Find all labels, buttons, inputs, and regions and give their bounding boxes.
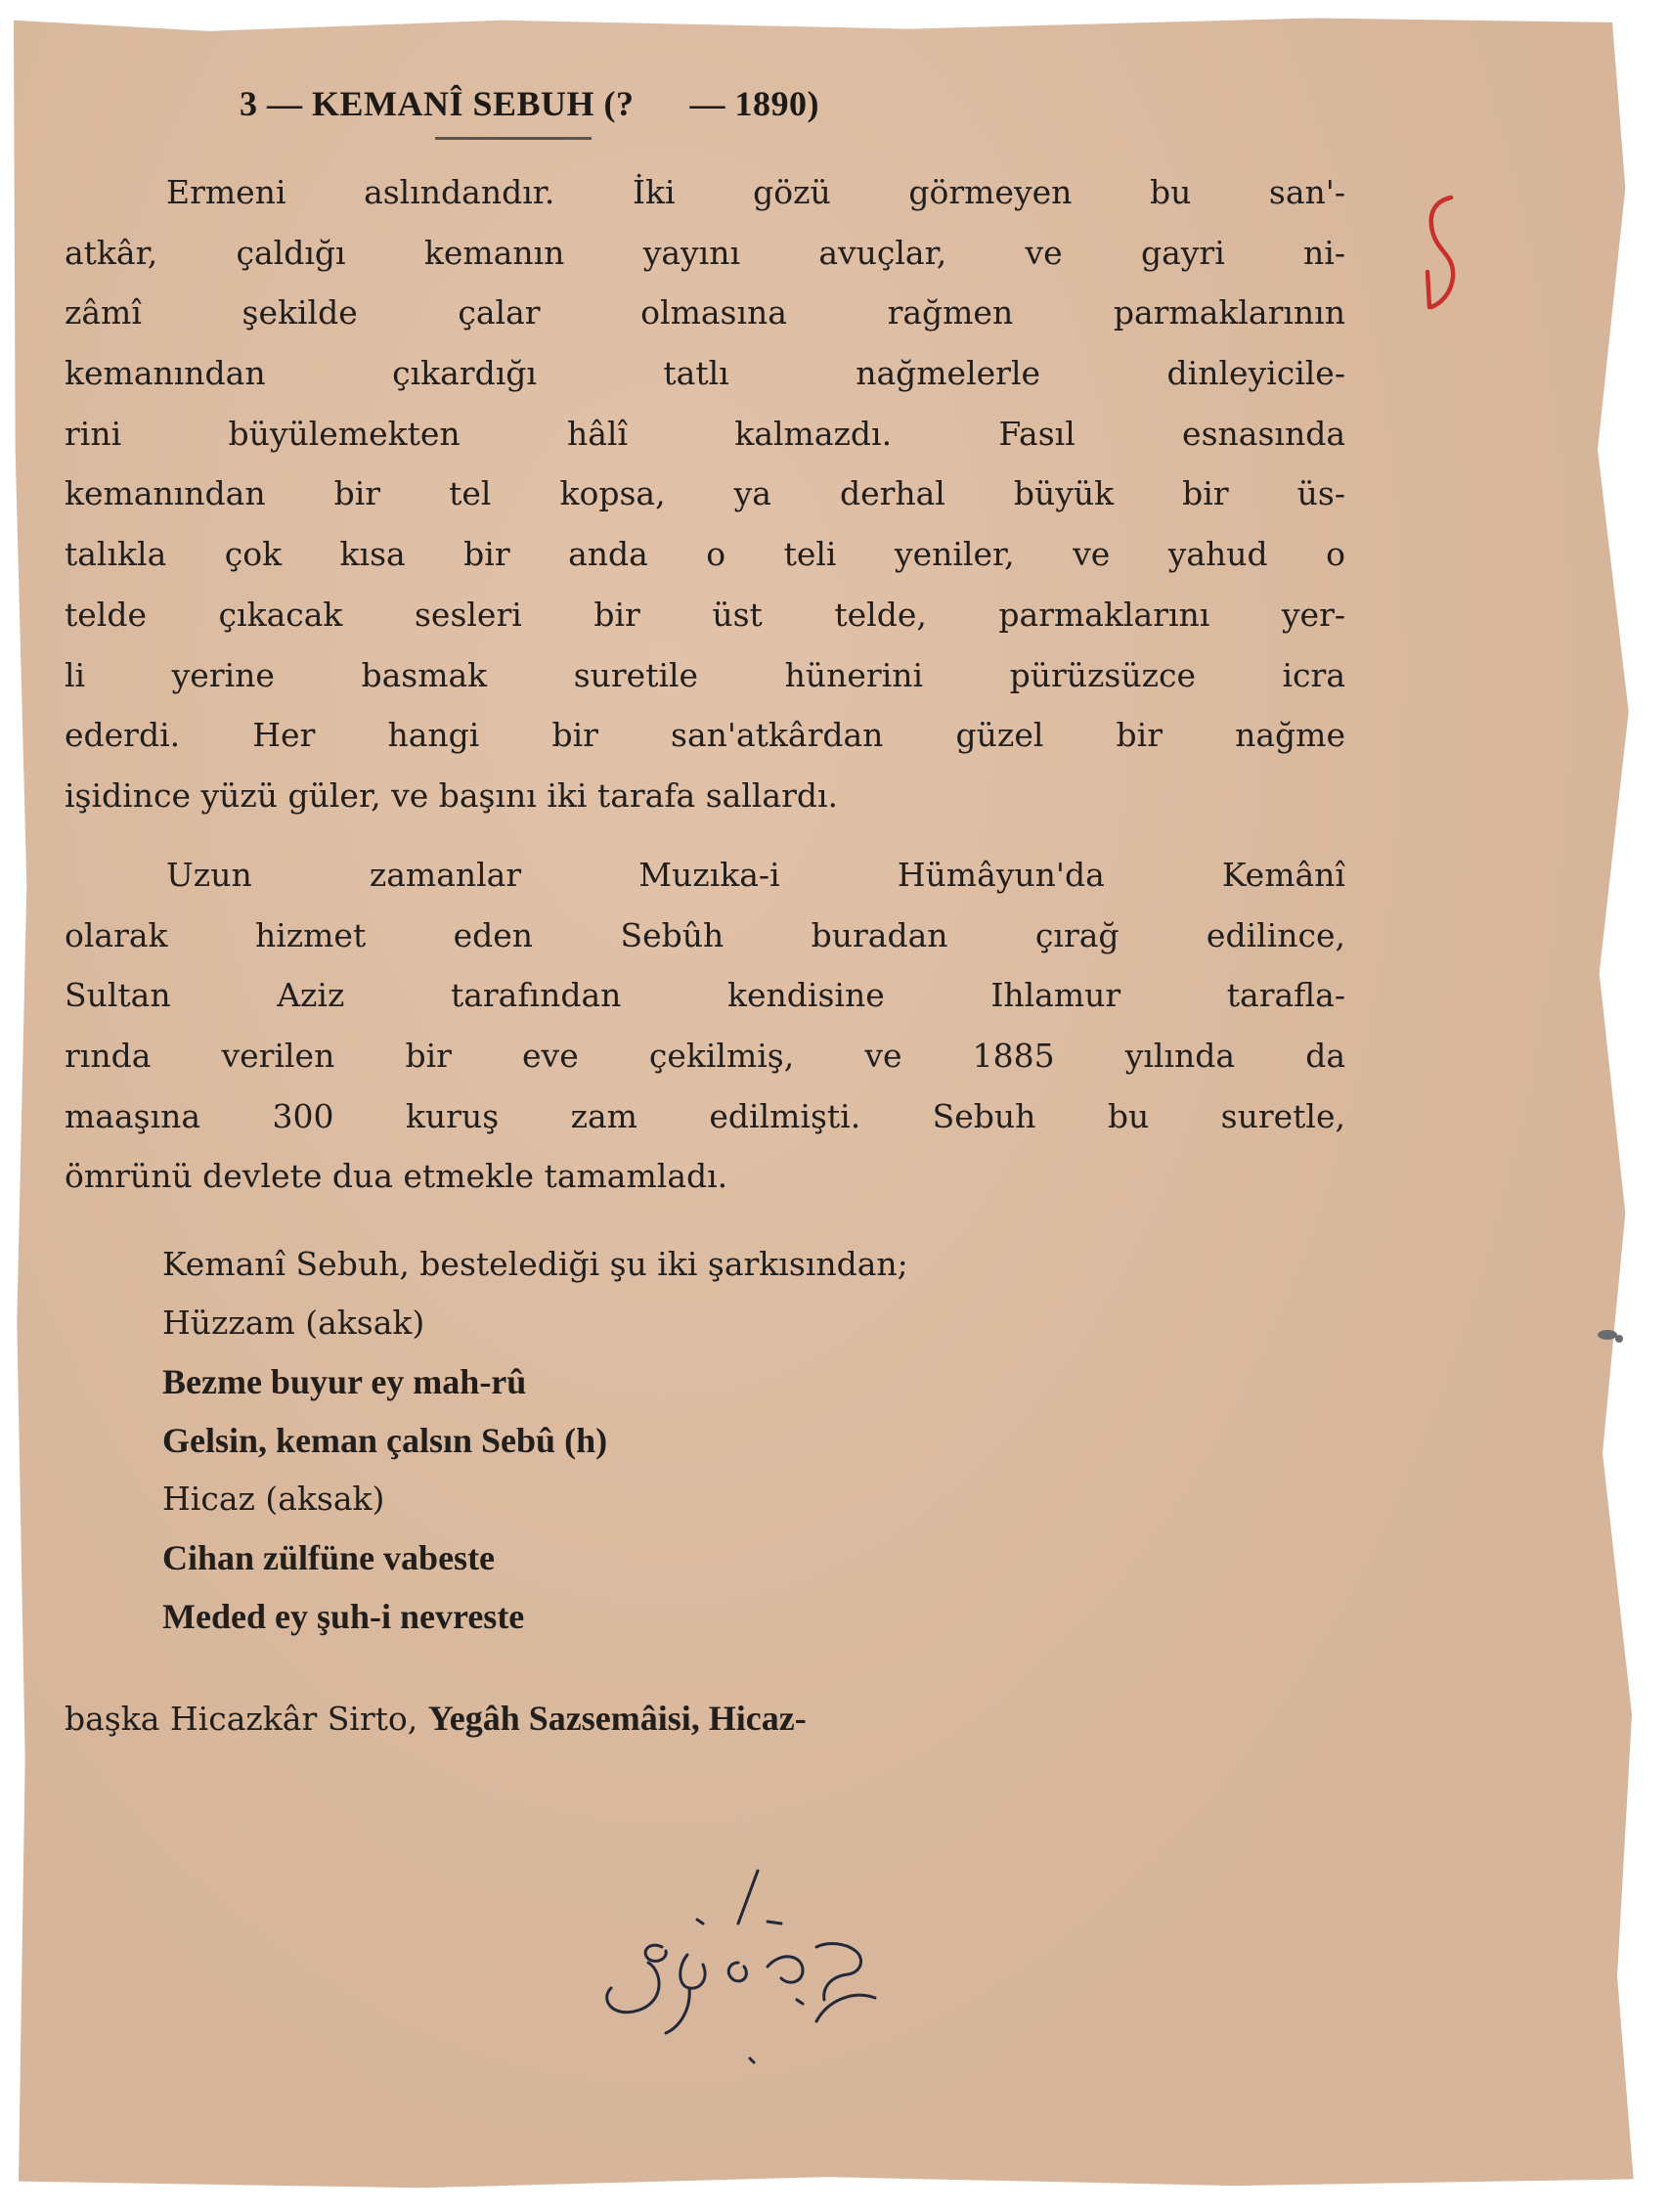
- text-line: rında verilen bir eve çekilmiş, ve 1885 yılında da: [65, 1037, 1345, 1076]
- text-line: Sultan Aziz tarafından kendisine Ihlamur tarafla-: [65, 976, 1345, 1015]
- handwritten-signature-icon: [572, 1853, 924, 2088]
- text-line: ömrünü devlete dua etmekle tamamladı.: [65, 1157, 728, 1196]
- closing-line: [65, 1689, 807, 1748]
- text-line: li yerine basmak suretile hünerini pürüzsüzce icra: [65, 655, 1345, 694]
- text-line: telde çıkacak sesleri bir üst telde, parmaklarını yer-: [65, 595, 1345, 634]
- closing-bold: Yegâh Sazsemâisi, Hicaz-: [427, 1699, 807, 1738]
- text-line: olarak hizmet eden Sebûh buradan çırağ edilince,: [65, 915, 1345, 954]
- text-line: Ermeni aslındandır. İki gözü görmeyen bu san'-: [166, 173, 1345, 211]
- text-line: ederdi. Her hangi bir san'atkârdan güzel bir nağme: [65, 716, 1345, 755]
- text-line: rini büyülemekten hâlî kalmazdı. Fasıl esnasında: [65, 414, 1345, 453]
- text-line: kemanından çıkardığı tatlı nağmelerle dinleyicile-: [65, 354, 1345, 393]
- song-makam-huzzam: Hüzzam (aksak): [162, 1304, 425, 1342]
- text-line: talıkla çok kısa bir anda o teli yeniler, ve yahud o: [65, 535, 1345, 574]
- text-line: maaşına 300 kuruş zam edilmişti. Sebuh bu suretle,: [65, 1096, 1345, 1135]
- text-line: Uzun zamanlar Muzıka-i Hümâyun'da Kemânî: [166, 856, 1345, 894]
- song-title-line: Meded ey şuh-i nevreste: [162, 1597, 525, 1636]
- heading-underline: [435, 137, 592, 140]
- paragraph-biography: [65, 162, 1345, 826]
- red-margin-mark-icon: [1420, 192, 1467, 319]
- text-line: kemanından bir tel kopsa, ya derhal büyük bir üs-: [65, 474, 1345, 513]
- closing-plain: başka Hicazkâr Sirto,: [65, 1700, 428, 1738]
- paragraph-career: [65, 845, 1345, 1207]
- text-line: işidince yüzü güler, ve başını iki tarafa sallardı.: [65, 775, 839, 815]
- song-makam-hicaz: Hicaz (aksak): [162, 1480, 385, 1518]
- song-list: [162, 1235, 908, 1646]
- ink-blot-icon: [1596, 1325, 1625, 1347]
- song-title-line: Gelsin, keman çalsın Sebû (h): [162, 1421, 608, 1460]
- section-heading: 3 — KEMANÎ SEBUH (? — 1890): [240, 84, 820, 123]
- text-line: zâmî şekilde çalar olmasına rağmen parmaklarının: [65, 293, 1345, 332]
- text-line: atkâr, çaldığı kemanın yayını avuçlar, ve gayri ni-: [65, 233, 1345, 272]
- song-title-line: Bezme buyur ey mah-rû: [162, 1362, 527, 1401]
- songs-intro: Kemanî Sebuh, bestelediği şu iki şarkısından;: [162, 1245, 908, 1283]
- song-title-line: Cihan zülfüne vabeste: [162, 1538, 496, 1577]
